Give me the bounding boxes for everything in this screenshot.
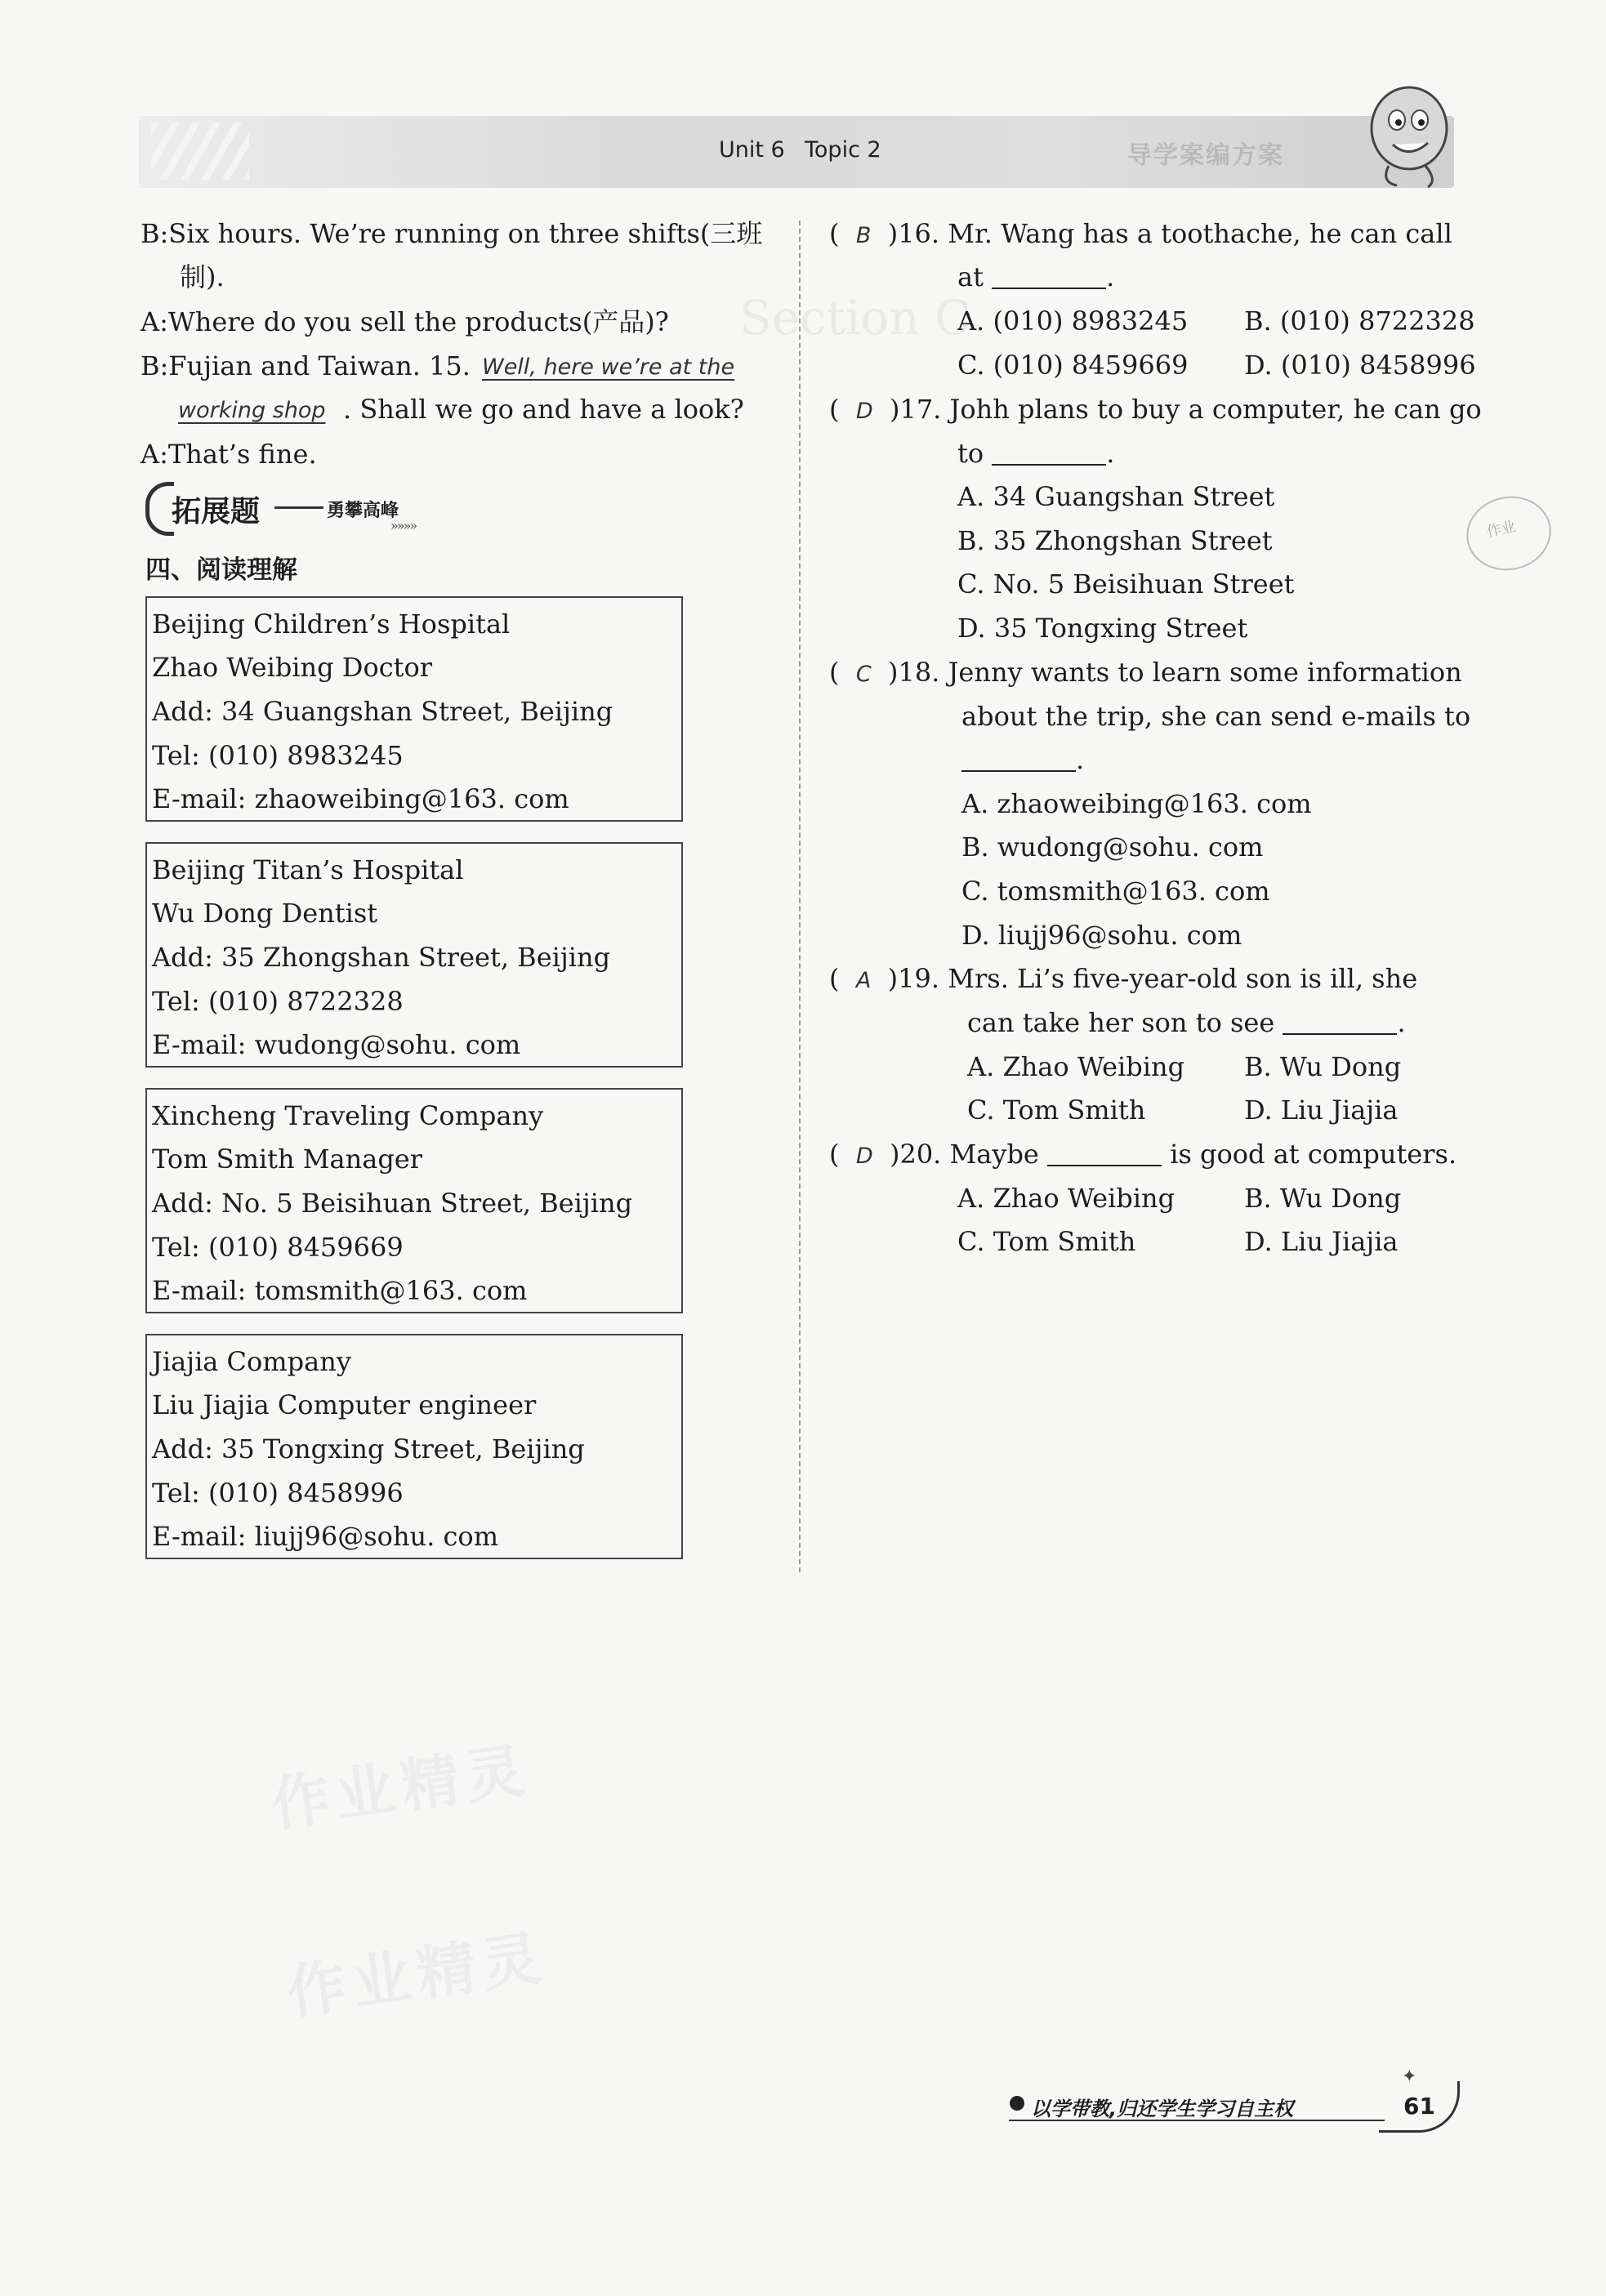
dialogue-line: B:Fujian and Taiwan. 15.: [141, 350, 471, 381]
option: C. (010) 8459669: [957, 350, 1189, 381]
card-line: Tom Smith Manager: [152, 1144, 423, 1175]
option: C. Tom Smith: [967, 1095, 1146, 1126]
answer-17: D: [855, 399, 873, 424]
answer-20: D: [855, 1144, 873, 1169]
bracket-decoration: [145, 482, 174, 536]
question-19-stem: can take her son to see .: [967, 1007, 1406, 1038]
option: D. liujj96@sohu. com: [961, 920, 1242, 951]
option: B. wudong@sohu. com: [961, 831, 1264, 863]
chevrons-decoration: »»»»: [390, 518, 417, 533]
card-line: Tel: (010) 8983245: [152, 740, 404, 771]
question-17: ( D )17. Johh plans to buy a computer, he can go: [829, 394, 1482, 425]
contact-card: [145, 1334, 683, 1559]
answer-blank: [1047, 1163, 1162, 1166]
option: C. tomsmith@163. com: [961, 876, 1270, 907]
card-line: Tel: (010) 8458996: [152, 1478, 404, 1509]
answer-15-part2: working shop: [178, 398, 326, 423]
dialogue-line: A:That’s fine.: [141, 439, 317, 470]
extension-section-title: [145, 482, 497, 531]
showthrough-decoration: Section C: [739, 290, 971, 346]
question-17-stem: to .: [957, 438, 1115, 469]
star-icon: ✦: [1402, 2066, 1417, 2087]
card-line: Add: 34 Guangshan Street, Beijing: [152, 696, 613, 727]
card-line: Add: 35 Tongxing Street, Beijing: [152, 1433, 585, 1465]
card-line: Beijing Titan’s Hospital: [152, 854, 464, 885]
option: C. Tom Smith: [957, 1226, 1136, 1257]
dialogue-line: 制).: [180, 261, 225, 292]
answer-19: A: [855, 968, 872, 993]
option: B. Wu Dong: [1244, 1183, 1402, 1214]
card-line: Zhao Weibing Doctor: [152, 652, 433, 683]
option: A. 34 Guangshan Street: [957, 481, 1275, 512]
card-line: E-mail: zhaoweibing@163. com: [152, 783, 569, 814]
option: D. (010) 8458996: [1244, 350, 1476, 381]
dialogue-line: B:Six hours. We’re running on three shifts(三班: [141, 218, 763, 249]
footer-slogan: 以学带教,归还学生学习自主权: [1031, 2098, 1294, 2120]
card-line: Jiajia Company: [152, 1346, 351, 1377]
card-line: E-mail: wudong@sohu. com: [152, 1029, 521, 1060]
column-divider: [799, 221, 801, 1572]
question-20: ( D )20. Maybe is good at computers.: [829, 1139, 1457, 1170]
reading-heading: 四、阅读理解: [145, 555, 297, 585]
card-line: Tel: (010) 8459669: [152, 1232, 404, 1263]
dash-decoration: [274, 506, 323, 509]
question-18-blank: .: [961, 747, 1084, 773]
contact-card: [145, 842, 683, 1068]
question-18-stem: about the trip, she can send e-mails to: [961, 701, 1471, 732]
option: D. 35 Tongxing Street: [957, 613, 1248, 644]
dialogue-line: A:Where do you sell the products(产品)?: [141, 306, 669, 337]
card-line: Liu Jiajia Computer engineer: [152, 1389, 537, 1420]
page-number: 61: [1403, 2093, 1435, 2120]
option: D. Liu Jiajia: [1244, 1226, 1399, 1257]
card-line: E-mail: tomsmith@163. com: [152, 1275, 528, 1306]
option: B. Wu Dong: [1244, 1051, 1402, 1082]
contact-card: [145, 1088, 683, 1313]
option: A. (010) 8983245: [957, 305, 1189, 337]
answer-blank: [961, 769, 1076, 772]
card-line: Add: 35 Zhongshan Street, Beijing: [152, 942, 611, 973]
card-line: Beijing Children’s Hospital: [152, 609, 511, 640]
header-topic: Topic 2: [805, 137, 881, 163]
answer-15-part1: Well, here we’re at the: [482, 354, 735, 380]
option: A. zhaoweibing@163. com: [961, 788, 1312, 819]
watermark-logo: 作业精灵: [283, 1923, 552, 2027]
stamp-icon: 作业: [1460, 488, 1558, 578]
dialogue-line: . Shall we go and have a look?: [343, 394, 744, 425]
option: A. Zhao Weibing: [967, 1051, 1185, 1082]
card-line: Add: No. 5 Beisihuan Street, Beijing: [152, 1188, 633, 1219]
question-16: ( B )16. Mr. Wang has a toothache, he can call: [829, 218, 1452, 249]
answer-16: B: [855, 223, 872, 248]
option: D. Liu Jiajia: [1244, 1095, 1399, 1126]
option: B. (010) 8722328: [1244, 305, 1475, 337]
card-line: E-mail: liujj96@sohu. com: [152, 1521, 499, 1552]
answer-18: C: [855, 662, 872, 687]
card-line: Wu Dong Dentist: [152, 898, 378, 929]
answer-blank: [992, 462, 1106, 466]
answer-blank: [992, 286, 1106, 289]
header-brand: 导学案编方案: [1127, 141, 1284, 170]
bullet-icon: [1010, 2096, 1024, 2111]
header-unit: Unit 6: [719, 137, 785, 163]
card-line: Tel: (010) 8722328: [152, 986, 404, 1017]
contact-card: [145, 596, 683, 822]
option: C. No. 5 Beisihuan Street: [957, 568, 1295, 600]
option: B. 35 Zhongshan Street: [957, 525, 1273, 556]
section-label: 拓展题: [172, 495, 261, 528]
question-16-stem: at .: [957, 261, 1115, 292]
footer-rule: [1009, 2120, 1385, 2121]
card-line: Xincheng Traveling Company: [152, 1100, 544, 1131]
mascot-icon: [1356, 78, 1462, 192]
option: A. Zhao Weibing: [957, 1183, 1176, 1214]
question-18: ( C )18. Jenny wants to learn some information: [829, 657, 1462, 688]
section-subtitle: 勇攀高峰: [327, 501, 399, 521]
watermark-logo: 作业精灵: [266, 1735, 536, 1839]
header-decoration: [151, 123, 249, 180]
answer-blank: [1283, 1032, 1397, 1035]
question-19: ( A )19. Mrs. Li’s five-year-old son is ill, she: [829, 963, 1418, 994]
